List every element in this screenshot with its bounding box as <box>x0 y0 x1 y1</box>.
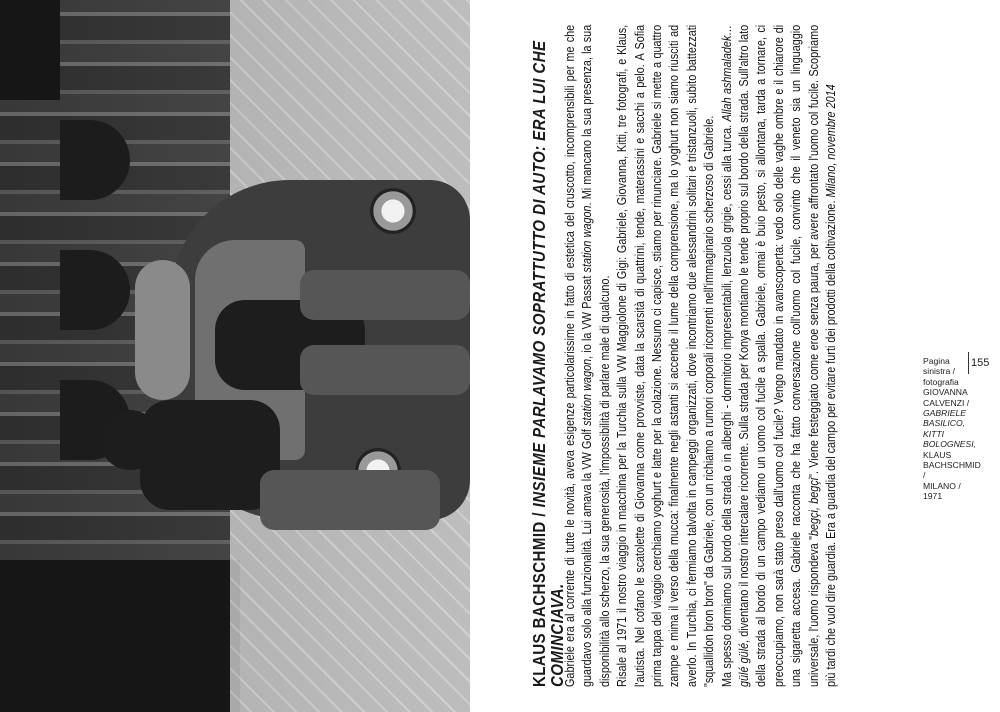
caption-line: MILANO / <box>923 480 961 491</box>
page-number: 155 <box>971 357 990 369</box>
paragraph-italic: Allah ashmaladek… gülé gülé <box>719 24 752 687</box>
photograph <box>0 0 470 712</box>
caption-line: sinistra / <box>923 366 955 377</box>
paragraph: Risale al 1971 il nostro viaggio in macchina per la Turchia sulla VW Maggiolone di Gigi: Gabriele, Giovanna, Kitti, tre fotografi, e Klaus, l'autista. Nel cofano le scatolette di Giovanna come provviste, data la scarsità di quattrini, tende, materassini e sacchi a pelo. A Sofia prima tappa del viaggio cerchiamo yoghurt e latte per la colazione. Nessuno ci capisce, stiamo per rinunciare. Gabriele si mette a quattro zampe e mima il verso della mucca: finalmente negli astanti si accende il lume della comprensione, ma lo yoghurt non siamo riusciti ad averlo. In Turchia, ci fermiamo talvolta in campeggi organizzati, dove incontriamo due alessandrini solitari e tristanzuoli, subito battezzati "squallidon bron bron" da Gabriele, con un richiamo a rumori corporali ricorrenti nell'immaginario scherzoso di Gabriele. <box>615 24 717 687</box>
paragraph <box>562 25 614 687</box>
caption-line: BACHSCHMID / <box>923 460 981 481</box>
photo-person-legs <box>300 270 470 320</box>
caption-line: Pagina <box>923 356 950 366</box>
paragraph <box>719 25 841 687</box>
caption-line: fotografia <box>923 376 959 387</box>
page-number-divider <box>968 352 969 374</box>
photo-person-legs <box>260 470 440 530</box>
paragraph-text: ". Viene festeggiato come eroe senza paura, per avere affrontato l'uomo col fucile. Scopriamo più tardi che vuol dire guardia. Era a guardia del campo per evitare furti dei prodotti della coltivazione. <box>806 24 839 687</box>
photo-luggage <box>135 260 190 400</box>
caption-line: CALVENZI / <box>923 397 970 408</box>
paragraph-text: Ma spesso dormiamo sul bordo della strada o in alberghi - dormitorio impresentabili, lenzuola grigie, cessi alla turca. <box>719 121 734 687</box>
caption-line: GIOVANNA <box>923 387 968 398</box>
photo-person <box>140 400 280 510</box>
headline-author: KLAUS BACHSCHMID <box>529 521 549 687</box>
article-headline <box>530 25 566 687</box>
headline-title: INSIEME PARLAVAMO SOPRATTUTTO DI AUTO: ERA LUI CHE COMINCIAVA. <box>529 40 567 687</box>
article-body <box>562 25 841 687</box>
photo-doorway <box>0 0 60 100</box>
signature: Milano, novembre 2014 <box>824 84 839 198</box>
caption-line: KLAUS <box>923 449 952 460</box>
caption-line: 1971 <box>923 491 943 502</box>
caption-line: KITTI <box>923 428 945 439</box>
paragraph-text: , diventano il nostro intercalare ricorrente. Sulla strada per Konya montiamo le tende proprio sul bordo della strada. Sull'altro lato della strada al bordo di un campo vediamo un uomo col fucile a spalla. Gabriele, ormai è buio pesto, si allontana, tarda a tornare, ci preoccupiamo, non sarà stato preso dall'uomo col fucile? Vengo mandato in avanscoperta: vedo solo delle vaghe ombre e il chiarore di una sigaretta accesa. Gabriele racconta che ha fatto conversazione coll'uomo col fucile, convinto che il veneto sia un linguaggio universale, l'uomo rispondeva " <box>737 24 821 687</box>
paragraph-italic: begçi, begçi <box>806 477 821 537</box>
paragraph-italic: station wagon <box>580 205 595 273</box>
caption-line: GABRIELE <box>923 408 966 419</box>
article-column <box>530 0 860 712</box>
photo-car-headlight <box>370 188 416 234</box>
caption-line: BASILICO, <box>923 418 966 429</box>
paragraph-text: Gabriele era al corrente di tutte le novità, aveva esigenze particolarissime in fatto di estetica del cruscotto, incomprensibili per me che guardavo solo alla funzionalità. Lui amava la VW Golf <box>563 24 595 687</box>
photo-doorway <box>0 560 240 712</box>
photo-person <box>100 410 160 470</box>
caption-line: BOLOGNESI, <box>923 439 977 450</box>
paragraph-text: , io la VW Passat <box>580 272 595 359</box>
headline-separator: / <box>529 512 549 517</box>
photo-person-legs <box>300 345 470 395</box>
paragraph-text: . Mi mancano la sua presenza, la sua disponibilità allo scherzo, la sua generosità, l'impossibilità di parlare male di qualcuno. <box>580 24 612 687</box>
paragraph-italic: station wagon <box>580 358 595 426</box>
